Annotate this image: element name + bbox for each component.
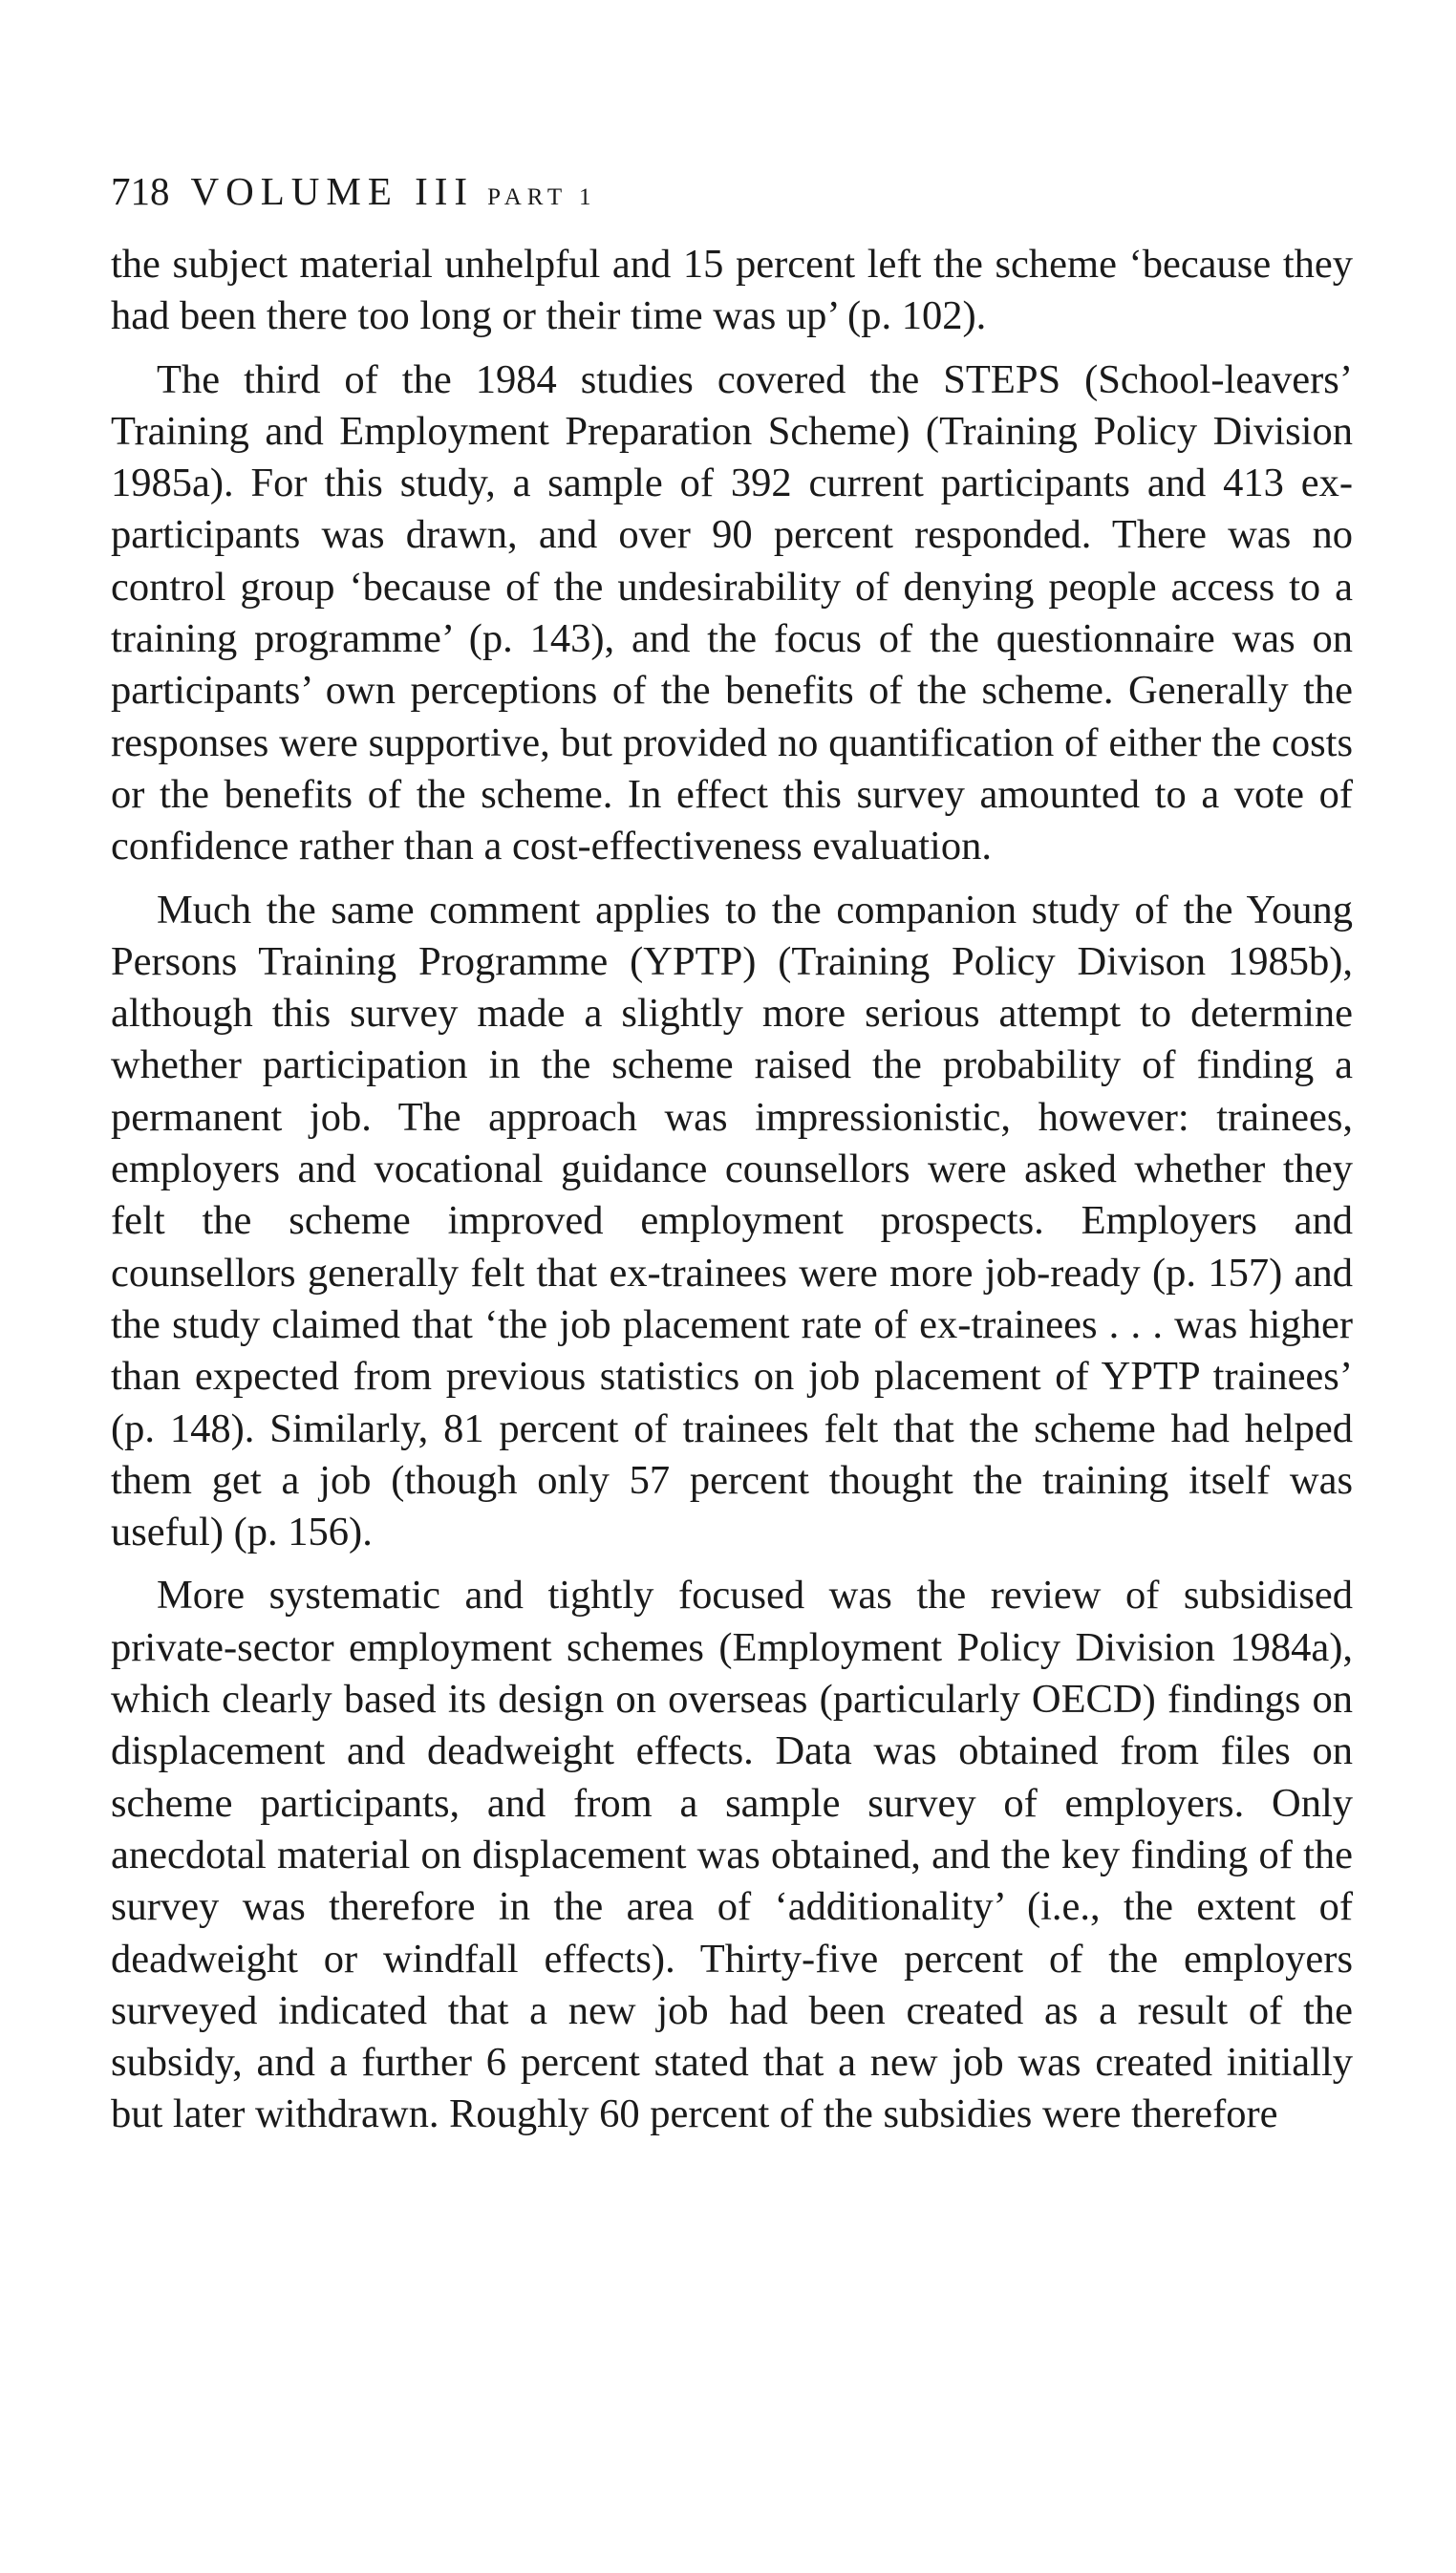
volume-label: VOLUME III bbox=[190, 169, 475, 213]
paragraph-yptp-study: Much the same comment applies to the companion study of the Young Persons Training Programme (YPTP) (Training Policy Divison 1985b), although this survey made a slightly more serious attempt to determine whether participation in the scheme raised the probability of finding a permanent job. The approach was impressionistic, however: trainees, employers and vocational guidance counsellors were asked whether they felt the scheme improved employment prospects. Employers and counsellors generally felt that ex-trainees were more job-ready (p. 157) and the study claimed that ‘the job placement rate of ex-trainees . . . was higher than expected from previous statistics on job placement of YPTP trainees’ (p. 148). Similarly, 81 percent of trainees felt that the scheme had helped them get a job (though only 57 percent thought the training itself was useful) (p. 156). bbox=[111, 887, 1353, 1555]
book-page bbox=[111, 162, 1353, 2141]
part-label: PART 1 bbox=[487, 184, 597, 210]
running-head bbox=[111, 162, 1353, 220]
paragraph-continued: the subject material unhelpful and 15 percent left the scheme ‘because they had been there too long or their time was up’ (p. 102). bbox=[111, 242, 1353, 339]
body-text bbox=[111, 239, 1353, 2141]
page-number: 718 bbox=[111, 169, 170, 213]
paragraph-subsidised-employment: More systematic and tightly focused was the review of subsidised private-sector employment schemes (Employment Policy Division 1984a), which clearly based its design on overseas (particularly OECD) findings on displacement and deadweight effects. Data was obtained from files on scheme participants, and from a sample survey of employers. Only anecdotal material on displacement was obtained, and the key finding of the survey was therefore in the area of ‘additionality’ (i.e., the extent of deadweight or windfall effects). Thirty-five percent of the employers surveyed indicated that a new job had been created as a result of the subsidy, and a further 6 percent stated that a new job was created initially but later withdrawn. Roughly 60 percent of the subsidies were therefore bbox=[111, 1573, 1353, 2137]
paragraph-steps-study: The third of the 1984 studies covered the STEPS (School-leavers’ Training and Employment Preparation Scheme) (Training Policy Division 1985a). For this study, a sample of 392 current participants and 413 ex-participants was drawn, and over 90 percent responded. There was no control group ‘because of the undesirability of denying people access to a training programme’ (p. 143), and the focus of the questionnaire was on participants’ own perceptions of the benefits of the scheme. Generally the responses were supportive, but provided no quantification of either the costs or the benefits of the scheme. In effect this survey amounted to a vote of confidence rather than a cost-effectiveness evaluation. bbox=[111, 356, 1353, 869]
